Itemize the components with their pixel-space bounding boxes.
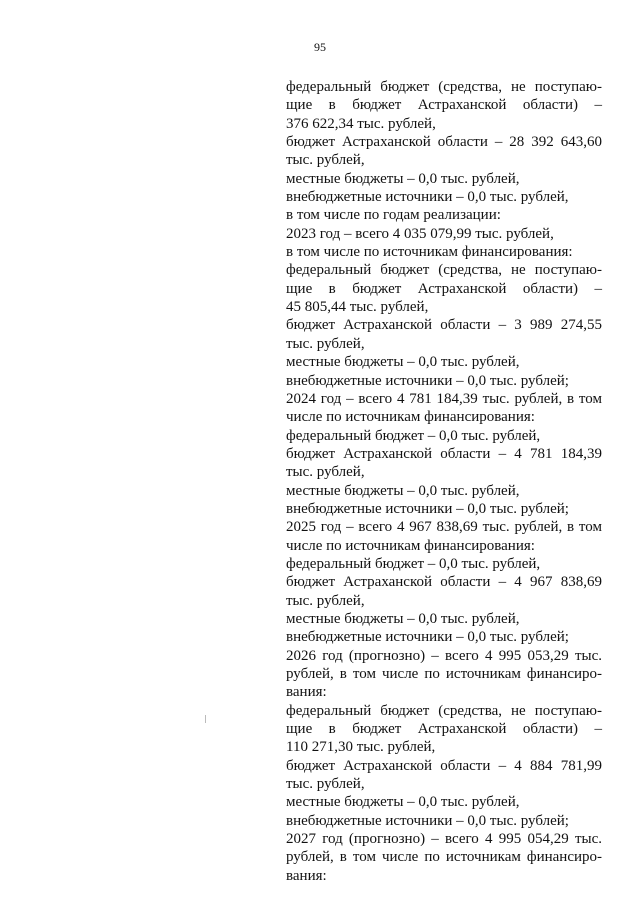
text-line: 45 805,44 тыс. рублей, (286, 299, 429, 316)
text-line: федеральный бюджет – 0,0 тыс. рублей, (286, 427, 541, 444)
text-line: местные бюджеты – 0,0 тыс. рублей, (286, 610, 520, 627)
document-text-block (286, 78, 602, 885)
text-line: в том числе по годам реализации: (286, 207, 501, 224)
text-line: рублей, в том числе по источникам финансиро- (286, 849, 602, 866)
text-line: числе по источникам финансирования: (286, 537, 535, 554)
page-number: 95 (314, 40, 326, 54)
text-line: бюджет Астраханской области – 4 781 184,39 (286, 445, 602, 462)
text-line: бюджет Астраханской области – 3 989 274,55 (286, 317, 602, 334)
text-line: 2025 год – всего 4 967 838,69 тыс. рублей, в том (286, 519, 602, 536)
text-line: внебюджетные источники – 0,0 тыс. рублей, (286, 189, 569, 206)
text-line: федеральный бюджет – 0,0 тыс. рублей, (286, 555, 541, 572)
text-line: бюджет Астраханской области – 4 967 838,69 (286, 574, 602, 591)
text-line: 2026 год (прогнозно) – всего 4 995 053,29 тыс. (286, 647, 602, 664)
text-line: местные бюджеты – 0,0 тыс. рублей, (286, 794, 520, 811)
text-line: местные бюджеты – 0,0 тыс. рублей, (286, 354, 520, 371)
text-line: вания: (286, 867, 327, 884)
text-line: тыс. рублей, (286, 776, 365, 793)
text-line: тыс. рублей, (286, 152, 365, 169)
text-line: внебюджетные источники – 0,0 тыс. рублей; (286, 500, 569, 517)
text-line: тыс. рублей, (286, 464, 365, 481)
text-line: федеральный бюджет (средства, не поступаю- (286, 262, 602, 279)
text-line: щие в бюджет Астраханской области) – (286, 280, 602, 297)
text-line: внебюджетные источники – 0,0 тыс. рублей; (286, 629, 569, 646)
text-line: числе по источникам финансирования: (286, 409, 535, 426)
text-line: федеральный бюджет (средства, не поступаю- (286, 79, 602, 95)
text-line: местные бюджеты – 0,0 тыс. рублей, (286, 170, 520, 187)
text-line: бюджет Астраханской области – 4 884 781,99 (286, 757, 602, 774)
text-line: 2027 год (прогнозно) – всего 4 995 054,29 тыс. (286, 831, 602, 848)
text-line: щие в бюджет Астраханской области) – (286, 97, 602, 114)
text-line: тыс. рублей, (286, 335, 365, 352)
text-line: федеральный бюджет (средства, не поступаю- (286, 702, 602, 719)
text-line: внебюджетные источники – 0,0 тыс. рублей; (286, 812, 569, 829)
text-line: внебюджетные источники – 0,0 тыс. рублей; (286, 372, 569, 389)
scan-artifact-mark (205, 715, 206, 723)
text-line: 2024 год – всего 4 781 184,39 тыс. рублей, в том (286, 390, 602, 407)
text-line: бюджет Астраханской области – 28 392 643,60 (286, 134, 602, 151)
text-line: 376 622,34 тыс. рублей, (286, 115, 436, 132)
text-line: 2023 год – всего 4 035 079,99 тыс. рублей, (286, 225, 554, 242)
text-line: местные бюджеты – 0,0 тыс. рублей, (286, 482, 520, 499)
text-line: тыс. рублей, (286, 592, 365, 609)
text-line: рублей, в том числе по источникам финансиро- (286, 666, 602, 682)
text-line: 110 271,30 тыс. рублей, (286, 739, 436, 756)
text-line: вания: (286, 684, 327, 701)
text-line: щие в бюджет Астраханской области) – (286, 721, 602, 738)
text-line: в том числе по источникам финансирования: (286, 244, 573, 261)
